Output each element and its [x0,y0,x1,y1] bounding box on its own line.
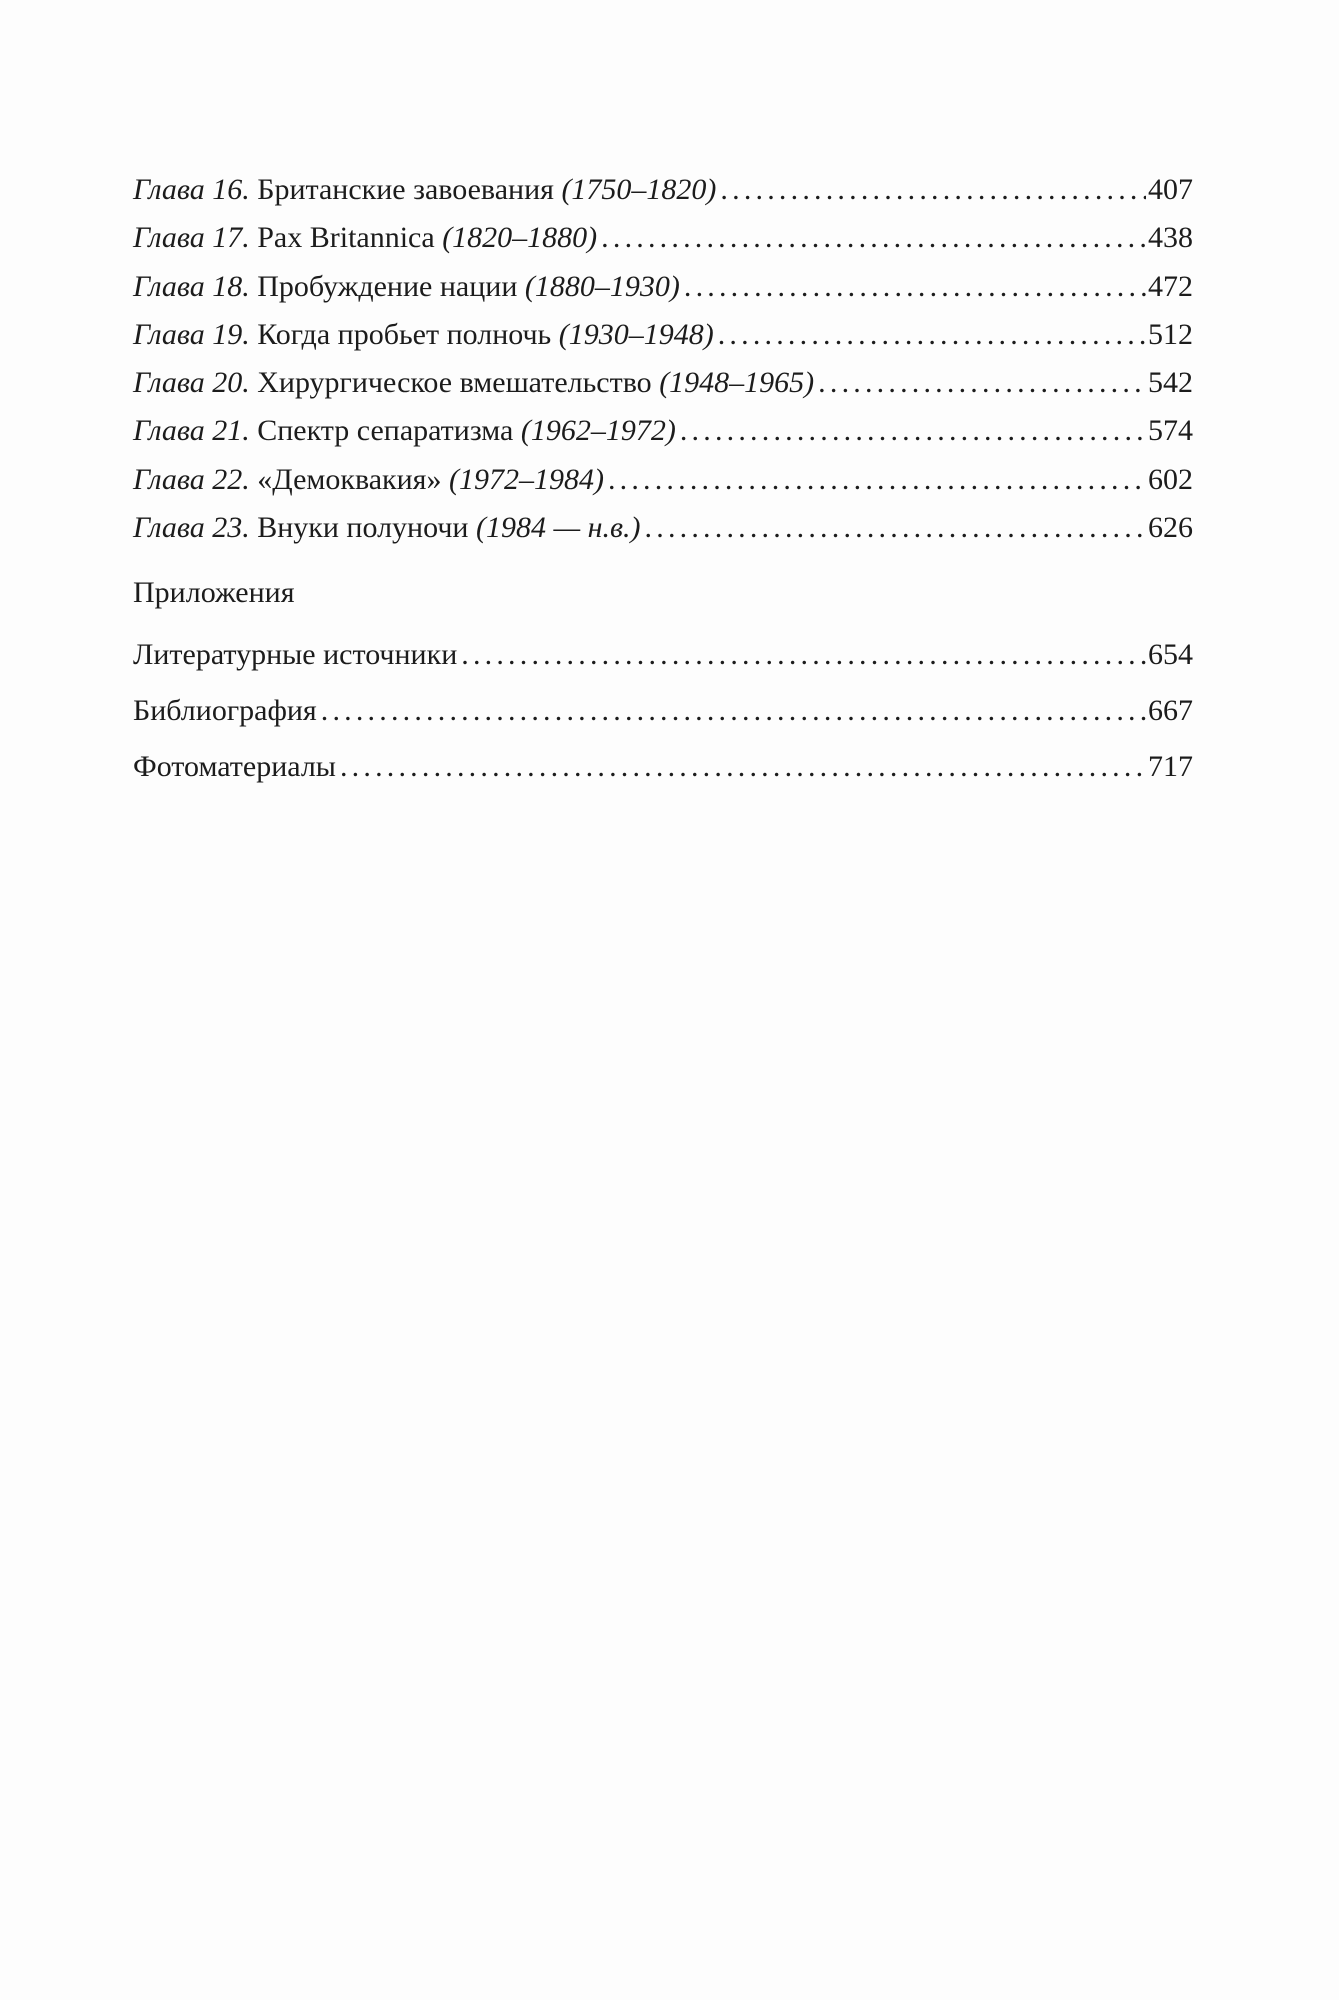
page-number: 512 [1148,317,1193,351]
chapter-title: Спектр сепаратизма [257,414,514,448]
toc-entry-text [133,407,676,455]
dot-leader [321,683,1146,739]
toc-appendix-row [133,627,1193,683]
page-number: 654 [1148,638,1193,672]
chapter-title: Хирургическое вмешательство [257,366,652,400]
dot-leader [718,311,1146,359]
chapter-title: Британские завоевания [257,173,554,206]
toc-entry-text [133,311,714,359]
toc-chapter-row [133,166,1193,214]
toc-entry-text [133,504,641,552]
page-number: 626 [1148,511,1193,545]
chapter-label: Глава 21. [133,414,250,448]
table-of-contents [133,166,1193,794]
toc-entry-text [133,263,680,311]
chapter-title: Pax Britannica [257,221,435,255]
dot-leader [684,263,1146,311]
toc-appendix-row [133,683,1193,739]
dot-leader [461,627,1146,683]
appendix-title: Литературные источники [133,638,458,672]
page-number: 472 [1148,269,1193,303]
chapter-title: Внуки полуночи [257,511,469,545]
dot-leader [340,739,1146,795]
dot-leader [680,407,1146,455]
page-number: 407 [1148,173,1193,206]
chapter-title: Пробуждение нации [257,269,518,303]
chapter-label: Глава 17. [133,221,250,255]
toc-chapter-row [133,263,1193,311]
appendix-list [133,627,1193,794]
chapter-dates: (1750–1820) [561,173,717,206]
page-number: 602 [1148,462,1193,496]
dot-leader [818,359,1146,407]
page-number: 667 [1148,694,1193,728]
toc-entry-text [133,456,604,504]
toc-chapter-row [133,456,1193,504]
chapter-label: Глава 16. [133,173,250,206]
appendix-title: Фотоматериалы [133,749,336,783]
appendix-heading: Приложения [133,576,295,610]
toc-chapter-row [133,311,1193,359]
toc-appendix-row [133,739,1193,795]
page-number: 717 [1148,749,1193,783]
chapter-label: Глава 23. [133,511,250,545]
chapter-dates: (1984 — н.в.) [475,511,641,545]
chapter-dates: (1930–1948) [558,317,714,351]
page-number: 438 [1148,221,1193,255]
dot-leader [608,456,1146,504]
toc-entry-text [133,166,716,214]
appendix-title: Библиография [133,694,317,728]
page-number: 574 [1148,414,1193,448]
toc-entry-text [133,214,597,262]
chapter-dates: (1972–1984) [448,462,604,496]
toc-chapter-row [133,407,1193,455]
chapter-dates: (1880–1930) [524,269,680,303]
chapter-dates: (1962–1972) [520,414,676,448]
chapter-label: Глава 22. [133,462,250,496]
chapter-title: «Демоквакия» [257,462,442,496]
chapter-dates: (1948–1965) [659,366,815,400]
toc-chapter-row [133,214,1193,262]
toc-chapter-row [133,504,1193,552]
chapter-dates: (1820–1880) [442,221,598,255]
dot-leader [720,166,1146,214]
dot-leader [601,214,1146,262]
chapter-label: Глава 18. [133,269,250,303]
chapter-label: Глава 19. [133,317,250,351]
chapter-list [133,166,1193,552]
page-number: 542 [1148,366,1193,400]
toc-chapter-row [133,359,1193,407]
toc-entry-text [133,359,814,407]
chapter-title: Когда пробьет полночь [257,317,552,351]
chapter-label: Глава 20. [133,366,250,400]
dot-leader [645,504,1146,552]
